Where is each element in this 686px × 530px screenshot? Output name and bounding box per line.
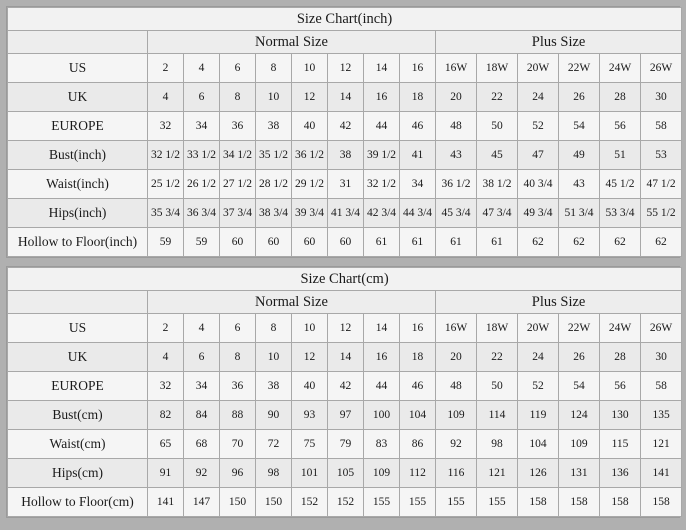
cell: 98 bbox=[477, 430, 518, 459]
cell: 47 1/2 bbox=[641, 170, 682, 199]
cell: 32 bbox=[148, 112, 184, 141]
cell: 22W bbox=[559, 54, 600, 83]
group-plus-size: Plus Size bbox=[436, 31, 682, 54]
cell: 35 1/2 bbox=[256, 141, 292, 170]
cell: 4 bbox=[148, 343, 184, 372]
row-label-waist: Waist(cm) bbox=[8, 430, 148, 459]
cell: 109 bbox=[436, 401, 477, 430]
table-row bbox=[8, 199, 682, 228]
cell: 61 bbox=[364, 228, 400, 257]
cell: 93 bbox=[292, 401, 328, 430]
cell: 131 bbox=[559, 459, 600, 488]
chart-group-row bbox=[8, 291, 682, 314]
cell: 31 bbox=[328, 170, 364, 199]
cell: 22W bbox=[559, 314, 600, 343]
group-row-blank bbox=[8, 291, 148, 314]
chart-title-row bbox=[8, 8, 682, 31]
cell: 124 bbox=[559, 401, 600, 430]
row-label-hollow-to-floor: Hollow to Floor(cm) bbox=[8, 488, 148, 517]
cell: 158 bbox=[600, 488, 641, 517]
cell: 24W bbox=[600, 314, 641, 343]
cell: 18 bbox=[400, 343, 436, 372]
cell: 56 bbox=[600, 372, 641, 401]
cell: 18 bbox=[400, 83, 436, 112]
cell: 96 bbox=[220, 459, 256, 488]
cell: 6 bbox=[184, 83, 220, 112]
table-row bbox=[8, 54, 682, 83]
cell: 30 bbox=[641, 83, 682, 112]
cell: 36 bbox=[220, 112, 256, 141]
cell: 116 bbox=[436, 459, 477, 488]
row-label-hips: Hips(inch) bbox=[8, 199, 148, 228]
cell: 126 bbox=[518, 459, 559, 488]
cell: 158 bbox=[641, 488, 682, 517]
cell: 48 bbox=[436, 372, 477, 401]
chart-group-row bbox=[8, 31, 682, 54]
cell: 72 bbox=[256, 430, 292, 459]
table-row bbox=[8, 170, 682, 199]
cell: 158 bbox=[518, 488, 559, 517]
cell: 104 bbox=[400, 401, 436, 430]
cell: 32 bbox=[148, 372, 184, 401]
cell: 98 bbox=[256, 459, 292, 488]
cell: 6 bbox=[220, 314, 256, 343]
row-label-bust: Bust(cm) bbox=[8, 401, 148, 430]
cell: 20W bbox=[518, 314, 559, 343]
cell: 58 bbox=[641, 112, 682, 141]
group-normal-size: Normal Size bbox=[148, 31, 436, 54]
cell: 44 3/4 bbox=[400, 199, 436, 228]
cell: 48 bbox=[436, 112, 477, 141]
row-label-bust: Bust(inch) bbox=[8, 141, 148, 170]
cell: 105 bbox=[328, 459, 364, 488]
size-chart-inch bbox=[6, 6, 680, 258]
cell: 45 bbox=[477, 141, 518, 170]
cell: 135 bbox=[641, 401, 682, 430]
cell: 38 3/4 bbox=[256, 199, 292, 228]
cell: 152 bbox=[328, 488, 364, 517]
cell: 18W bbox=[477, 54, 518, 83]
cell: 41 3/4 bbox=[328, 199, 364, 228]
table-row bbox=[8, 343, 682, 372]
cell: 61 bbox=[436, 228, 477, 257]
cell: 65 bbox=[148, 430, 184, 459]
table-row bbox=[8, 430, 682, 459]
cell: 36 1/2 bbox=[292, 141, 328, 170]
cell: 61 bbox=[477, 228, 518, 257]
row-label-waist: Waist(inch) bbox=[8, 170, 148, 199]
cell: 32 1/2 bbox=[364, 170, 400, 199]
table-row bbox=[8, 141, 682, 170]
cell: 52 bbox=[518, 112, 559, 141]
cell: 88 bbox=[220, 401, 256, 430]
cell: 119 bbox=[518, 401, 559, 430]
cell: 42 bbox=[328, 112, 364, 141]
cell: 150 bbox=[220, 488, 256, 517]
cell: 26W bbox=[641, 54, 682, 83]
cell: 121 bbox=[477, 459, 518, 488]
cell: 40 3/4 bbox=[518, 170, 559, 199]
cell: 49 bbox=[559, 141, 600, 170]
cell: 22 bbox=[477, 343, 518, 372]
cell: 38 bbox=[256, 112, 292, 141]
cell: 79 bbox=[328, 430, 364, 459]
cell: 44 bbox=[364, 372, 400, 401]
cell: 62 bbox=[600, 228, 641, 257]
chart-title: Size Chart(inch) bbox=[8, 8, 682, 31]
chart-title-row bbox=[8, 268, 682, 291]
cell: 158 bbox=[559, 488, 600, 517]
cell: 42 3/4 bbox=[364, 199, 400, 228]
cell: 45 3/4 bbox=[436, 199, 477, 228]
cell: 34 bbox=[184, 372, 220, 401]
cell: 75 bbox=[292, 430, 328, 459]
row-label-europe: EUROPE bbox=[8, 372, 148, 401]
cell: 36 bbox=[220, 372, 256, 401]
cell: 8 bbox=[256, 314, 292, 343]
cell: 46 bbox=[400, 112, 436, 141]
cell: 83 bbox=[364, 430, 400, 459]
cell: 86 bbox=[400, 430, 436, 459]
cell: 46 bbox=[400, 372, 436, 401]
table-row bbox=[8, 112, 682, 141]
cell: 10 bbox=[256, 83, 292, 112]
cell: 16 bbox=[400, 54, 436, 83]
cell: 53 3/4 bbox=[600, 199, 641, 228]
row-label-hips: Hips(cm) bbox=[8, 459, 148, 488]
group-plus-size: Plus Size bbox=[436, 291, 682, 314]
cell: 90 bbox=[256, 401, 292, 430]
cell: 14 bbox=[328, 343, 364, 372]
cell: 38 bbox=[256, 372, 292, 401]
row-label-uk: UK bbox=[8, 83, 148, 112]
cell: 27 1/2 bbox=[220, 170, 256, 199]
cell: 147 bbox=[184, 488, 220, 517]
cell: 92 bbox=[436, 430, 477, 459]
cell: 50 bbox=[477, 112, 518, 141]
cell: 55 1/2 bbox=[641, 199, 682, 228]
cell: 39 1/2 bbox=[364, 141, 400, 170]
cell: 141 bbox=[641, 459, 682, 488]
cell: 35 3/4 bbox=[148, 199, 184, 228]
cell: 60 bbox=[328, 228, 364, 257]
cell: 4 bbox=[184, 314, 220, 343]
cell: 43 bbox=[559, 170, 600, 199]
cell: 100 bbox=[364, 401, 400, 430]
cell: 4 bbox=[184, 54, 220, 83]
cell: 97 bbox=[328, 401, 364, 430]
row-label-us: US bbox=[8, 314, 148, 343]
cell: 25 1/2 bbox=[148, 170, 184, 199]
cell: 6 bbox=[184, 343, 220, 372]
cell: 136 bbox=[600, 459, 641, 488]
cell: 68 bbox=[184, 430, 220, 459]
cell: 47 3/4 bbox=[477, 199, 518, 228]
cell: 8 bbox=[220, 83, 256, 112]
cell: 121 bbox=[641, 430, 682, 459]
row-label-europe: EUROPE bbox=[8, 112, 148, 141]
size-chart-cm bbox=[6, 266, 680, 518]
cell: 155 bbox=[477, 488, 518, 517]
cell: 26 bbox=[559, 343, 600, 372]
cell: 59 bbox=[184, 228, 220, 257]
cell: 82 bbox=[148, 401, 184, 430]
cell: 49 3/4 bbox=[518, 199, 559, 228]
cell: 14 bbox=[328, 83, 364, 112]
cell: 26 1/2 bbox=[184, 170, 220, 199]
cell: 32 1/2 bbox=[148, 141, 184, 170]
group-row-blank bbox=[8, 31, 148, 54]
table-row bbox=[8, 372, 682, 401]
cell: 91 bbox=[148, 459, 184, 488]
cell: 24 bbox=[518, 83, 559, 112]
cell: 12 bbox=[328, 54, 364, 83]
cell: 109 bbox=[364, 459, 400, 488]
cell: 53 bbox=[641, 141, 682, 170]
cell: 28 bbox=[600, 343, 641, 372]
cell: 26W bbox=[641, 314, 682, 343]
cell: 47 bbox=[518, 141, 559, 170]
cell: 109 bbox=[559, 430, 600, 459]
cell: 62 bbox=[559, 228, 600, 257]
cell: 62 bbox=[518, 228, 559, 257]
cell: 12 bbox=[292, 343, 328, 372]
cell: 14 bbox=[364, 314, 400, 343]
row-label-uk: UK bbox=[8, 343, 148, 372]
cell: 141 bbox=[148, 488, 184, 517]
cell: 20 bbox=[436, 343, 477, 372]
cell: 59 bbox=[148, 228, 184, 257]
cell: 36 3/4 bbox=[184, 199, 220, 228]
cell: 12 bbox=[292, 83, 328, 112]
size-chart-inch-table bbox=[7, 7, 682, 257]
cell: 45 1/2 bbox=[600, 170, 641, 199]
cell: 16W bbox=[436, 314, 477, 343]
cell: 2 bbox=[148, 54, 184, 83]
cell: 43 bbox=[436, 141, 477, 170]
cell: 152 bbox=[292, 488, 328, 517]
cell: 115 bbox=[600, 430, 641, 459]
cell: 62 bbox=[641, 228, 682, 257]
cell: 8 bbox=[256, 54, 292, 83]
size-chart-cm-table bbox=[7, 267, 682, 517]
cell: 16 bbox=[364, 83, 400, 112]
group-normal-size: Normal Size bbox=[148, 291, 436, 314]
cell: 34 bbox=[400, 170, 436, 199]
table-row bbox=[8, 314, 682, 343]
cell: 38 bbox=[328, 141, 364, 170]
cell: 42 bbox=[328, 372, 364, 401]
cell: 84 bbox=[184, 401, 220, 430]
cell: 60 bbox=[220, 228, 256, 257]
cell: 61 bbox=[400, 228, 436, 257]
cell: 60 bbox=[292, 228, 328, 257]
cell: 16 bbox=[364, 343, 400, 372]
cell: 155 bbox=[400, 488, 436, 517]
cell: 70 bbox=[220, 430, 256, 459]
cell: 58 bbox=[641, 372, 682, 401]
row-label-us: US bbox=[8, 54, 148, 83]
table-row bbox=[8, 401, 682, 430]
table-row bbox=[8, 83, 682, 112]
cell: 54 bbox=[559, 112, 600, 141]
cell: 60 bbox=[256, 228, 292, 257]
cell: 41 bbox=[400, 141, 436, 170]
cell: 14 bbox=[364, 54, 400, 83]
cell: 40 bbox=[292, 372, 328, 401]
cell: 51 3/4 bbox=[559, 199, 600, 228]
cell: 16W bbox=[436, 54, 477, 83]
cell: 18W bbox=[477, 314, 518, 343]
cell: 44 bbox=[364, 112, 400, 141]
cell: 26 bbox=[559, 83, 600, 112]
cell: 101 bbox=[292, 459, 328, 488]
cell: 150 bbox=[256, 488, 292, 517]
cell: 22 bbox=[477, 83, 518, 112]
cell: 36 1/2 bbox=[436, 170, 477, 199]
cell: 155 bbox=[364, 488, 400, 517]
cell: 4 bbox=[148, 83, 184, 112]
cell: 52 bbox=[518, 372, 559, 401]
chart-title: Size Chart(cm) bbox=[8, 268, 682, 291]
cell: 114 bbox=[477, 401, 518, 430]
cell: 51 bbox=[600, 141, 641, 170]
cell: 8 bbox=[220, 343, 256, 372]
cell: 37 3/4 bbox=[220, 199, 256, 228]
cell: 155 bbox=[436, 488, 477, 517]
cell: 104 bbox=[518, 430, 559, 459]
cell: 30 bbox=[641, 343, 682, 372]
cell: 39 3/4 bbox=[292, 199, 328, 228]
cell: 10 bbox=[292, 54, 328, 83]
cell: 24W bbox=[600, 54, 641, 83]
cell: 34 1/2 bbox=[220, 141, 256, 170]
table-row bbox=[8, 228, 682, 257]
cell: 34 bbox=[184, 112, 220, 141]
table-row bbox=[8, 459, 682, 488]
cell: 112 bbox=[400, 459, 436, 488]
cell: 28 bbox=[600, 83, 641, 112]
cell: 2 bbox=[148, 314, 184, 343]
cell: 10 bbox=[256, 343, 292, 372]
cell: 12 bbox=[328, 314, 364, 343]
cell: 54 bbox=[559, 372, 600, 401]
cell: 28 1/2 bbox=[256, 170, 292, 199]
cell: 24 bbox=[518, 343, 559, 372]
cell: 40 bbox=[292, 112, 328, 141]
cell: 50 bbox=[477, 372, 518, 401]
cell: 38 1/2 bbox=[477, 170, 518, 199]
row-label-hollow-to-floor: Hollow to Floor(inch) bbox=[8, 228, 148, 257]
cell: 56 bbox=[600, 112, 641, 141]
cell: 33 1/2 bbox=[184, 141, 220, 170]
cell: 92 bbox=[184, 459, 220, 488]
cell: 20W bbox=[518, 54, 559, 83]
table-row bbox=[8, 488, 682, 517]
cell: 16 bbox=[400, 314, 436, 343]
cell: 130 bbox=[600, 401, 641, 430]
cell: 6 bbox=[220, 54, 256, 83]
cell: 10 bbox=[292, 314, 328, 343]
cell: 20 bbox=[436, 83, 477, 112]
cell: 29 1/2 bbox=[292, 170, 328, 199]
